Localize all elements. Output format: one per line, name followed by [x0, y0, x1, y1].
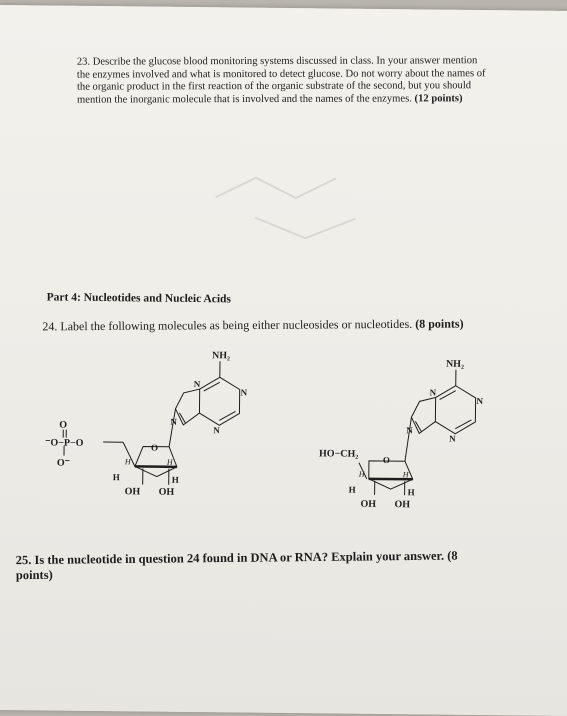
molecule-2-h3: H	[349, 485, 356, 495]
molecule-1-phosphate-chain: ⁻O−P−O	[45, 437, 84, 448]
molecule-1-n1: N	[194, 379, 201, 389]
molecule-2-oh1: OH	[360, 499, 376, 510]
molecule-2-n3: N	[449, 434, 456, 444]
question-24-points: (8 points)	[415, 316, 463, 330]
molecule-2-nh2-label: NH₂	[446, 359, 464, 370]
molecule-1-diagram	[42, 345, 284, 508]
molecule-2-h1: H	[358, 470, 366, 479]
molecule-1-phosphate-o-bottom: O⁻	[57, 458, 70, 469]
molecule-1-h3: H	[113, 472, 120, 482]
molecule-1-h2: H	[166, 458, 174, 467]
molecule-1-oh2: OH	[159, 487, 175, 498]
question-23-text: 23. Describe the glucose blood monitoring systems discussed in class. In your answer mention the enzymes involved and what is monitored to detect glucose. Do not worry about the names of the organic product in the first reaction of the organic substrate of the second, but you should mention the inorganic molecule that is involved and the names of the enzymes.	[77, 55, 486, 105]
molecule-1-n2: N	[241, 387, 248, 397]
question-25	[16, 548, 496, 583]
molecule-2-ring-o: O	[383, 455, 390, 465]
molecule-2-oh2: OH	[394, 499, 410, 510]
molecule-1-h4: H	[172, 475, 179, 485]
molecule-2-ho-ch2: HO−CH₂	[319, 448, 358, 459]
molecule-1-nh2-label: NH₂	[212, 350, 230, 361]
molecule-2-h2: H	[402, 470, 410, 479]
question-23-points: (12 points)	[415, 93, 463, 104]
molecule-1-h1: H	[124, 457, 132, 466]
molecule-1-n3: N	[213, 425, 220, 435]
molecule-1-n4: N	[170, 417, 177, 427]
molecule-2-h4: H	[408, 487, 415, 497]
molecule-1-oh1: OH	[125, 486, 141, 497]
molecule-2-n4: N	[406, 425, 413, 435]
molecule-2-n2: N	[477, 396, 484, 406]
worksheet-page	[0, 5, 567, 716]
show-through-image	[195, 157, 396, 249]
molecule-2-diagram	[308, 354, 530, 516]
question-25-points: (8 points)	[16, 549, 458, 583]
part-4-heading: Part 4: Nucleotides and Nucleic Acids	[47, 291, 231, 305]
question-25-text: 25. Is the nucleotide in question 24 found in DNA or RNA? Explain your answer.	[16, 549, 444, 567]
molecule-1-phosphate-o-top: O	[59, 420, 67, 431]
molecule-2-n1: N	[430, 387, 437, 397]
question-24	[42, 316, 463, 334]
molecule-1-ring-o: O	[151, 443, 158, 453]
question-23	[77, 55, 487, 107]
question-24-text: 24. Label the following molecules as being either nucleosides or nucleotides.	[42, 317, 412, 334]
